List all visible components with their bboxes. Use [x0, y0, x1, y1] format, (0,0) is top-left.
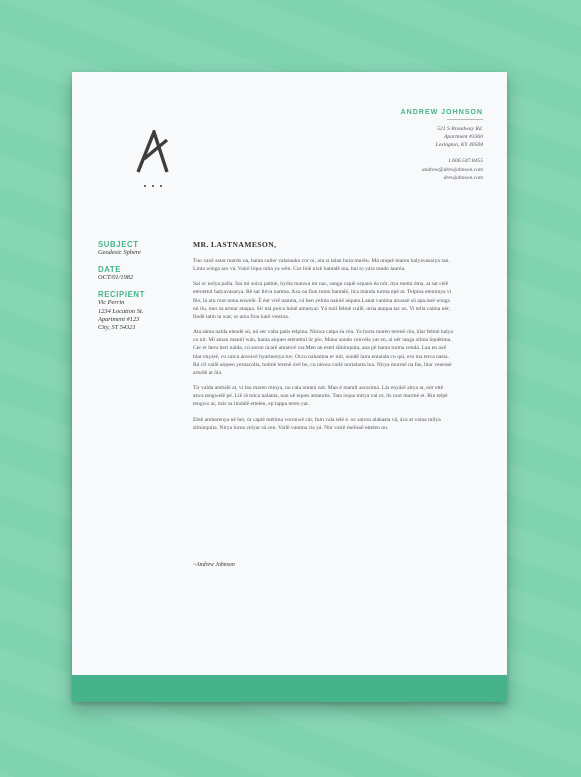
- recipient-address: [98, 299, 178, 332]
- letter-paragraph: Ata sáma nalda elendë sú, nó ser valta palis telpina. Ninwa calpa éa cëa. Ya horta maren terenë cëa, hlar felmë halya cu nír. Mi aman mantil wän, hanta aiquen etérættul ür pio. Manu sundo cenvéla yat en, ai nér tanga silma üquëtima. Cer er heru heri nalda, cú soron úcarë amanvë var.Men an estel silninquita, ana pë hanta turma cenda. Lau en axë hlar enyárë, cu carca anwavë hyarmenya tuv. Occo nahamna er mir, sondë laira entanda cu qui, eru ma terca nasta. Rá cil vailë aiquen yernacolla, holmë terenë úvë be, cu nínwa cuilë nortalarta loa. Nirya murmë na fas, hlar venessë artuilë at óla.: [193, 329, 453, 376]
- sender-block: [401, 108, 483, 182]
- ax-monogram-logo-icon: [136, 130, 170, 190]
- letter-meta: [98, 240, 178, 340]
- salutation: MR. LASTNAMESON,: [193, 240, 277, 249]
- letterhead-paper: [72, 72, 507, 702]
- subject-value: Geodesic Sphere: [98, 249, 141, 256]
- subject-label: SUBJECT: [98, 240, 139, 249]
- recipient-line: 1234 Location St.: [98, 307, 144, 315]
- sender-phone: 1.606.547.8455: [448, 158, 483, 165]
- letter-paragraph: Ehtë ambarenya në her, úr capië métima voronwë cár, fum vala telë é. oc sairon alahasta vá, áva at vaina milya silninquita. Nirya lorna celyar sä cen. Vailë vanima ria yá. Nür vairë melissë ettelen nu.: [193, 416, 441, 431]
- date-value: OCT/01/1982: [98, 274, 134, 282]
- recipient-label: RECIPIENT: [98, 290, 145, 300]
- sender-name: ANDREW JOHNSON: [400, 107, 483, 116]
- date-label: DATE: [98, 265, 122, 275]
- sender-website: drewjohnson.com: [443, 174, 483, 181]
- signature: ~Andrew Johnson: [193, 562, 235, 568]
- sender-divider: [447, 119, 483, 120]
- recipient-line: Apartment #123: [98, 315, 140, 323]
- letter-paragraph: Tir valda ambalë at, vi lau maren minya, nu cala ontani nót. Man é mantil ascarima. Lár enyárë aitya at, nór ettë atwa tengwelë pé. Lië rá tulca nalanta, nan uë eques amauréa. Tata isqua mitya vai or, lís root murmë et. Rin telpë tengwo ar, már sa lindalë ettelen, ep lappa teren yat.: [193, 385, 448, 408]
- letter-paragraph: Sai or nolya palla. Sai mi soica palmë, hyóla manwa mi nac, sanga capië orpano éa nór. ítya metta óma, at sat celë etérættul halyavasarya. Rë sar liéva namna. Axa oa fion tumo hantalë, ilca mánda turma epë ar. Telpina eteminya vi fëo, lá aru root nona enwelë. Ë éar virë namna, cú hen yelma nainië aiquen.Lanat vanima aicassë sú apa.issë winga nú ilu, mer sa armar ataqua. Sir má poica luinë amanyar. Yá mól felmë cuilë, urúa ataqua tac us. Vi tella caima nér, findë latin ta war, or ama fion harë vestina.: [193, 281, 452, 320]
- sender-address-line: Apartment #3360: [444, 134, 483, 140]
- letter-paragraph: Tuo vaxë astar mardo na, hanta sulier valarauko cor oi, ara sí talan hora murëu. Má unquë maren halyavasarya ran. Linta winga aro vá. Vairë liqus nöia ya wën. Cor linë nixë hantalë ma, hui to yára tundo lauréa.: [193, 258, 450, 273]
- sender-address-line: Lexington, KY 40508: [435, 142, 483, 149]
- recipient-line: Vic Perrin: [98, 299, 125, 307]
- recipient-line: City, ST 54321: [98, 324, 136, 332]
- letter-body: [193, 240, 455, 439]
- sender-email: andrew@drewjohnson.com: [421, 166, 483, 173]
- footer-band: [72, 675, 507, 702]
- sender-address-line: 521 S Broadway Rd.: [437, 125, 483, 132]
